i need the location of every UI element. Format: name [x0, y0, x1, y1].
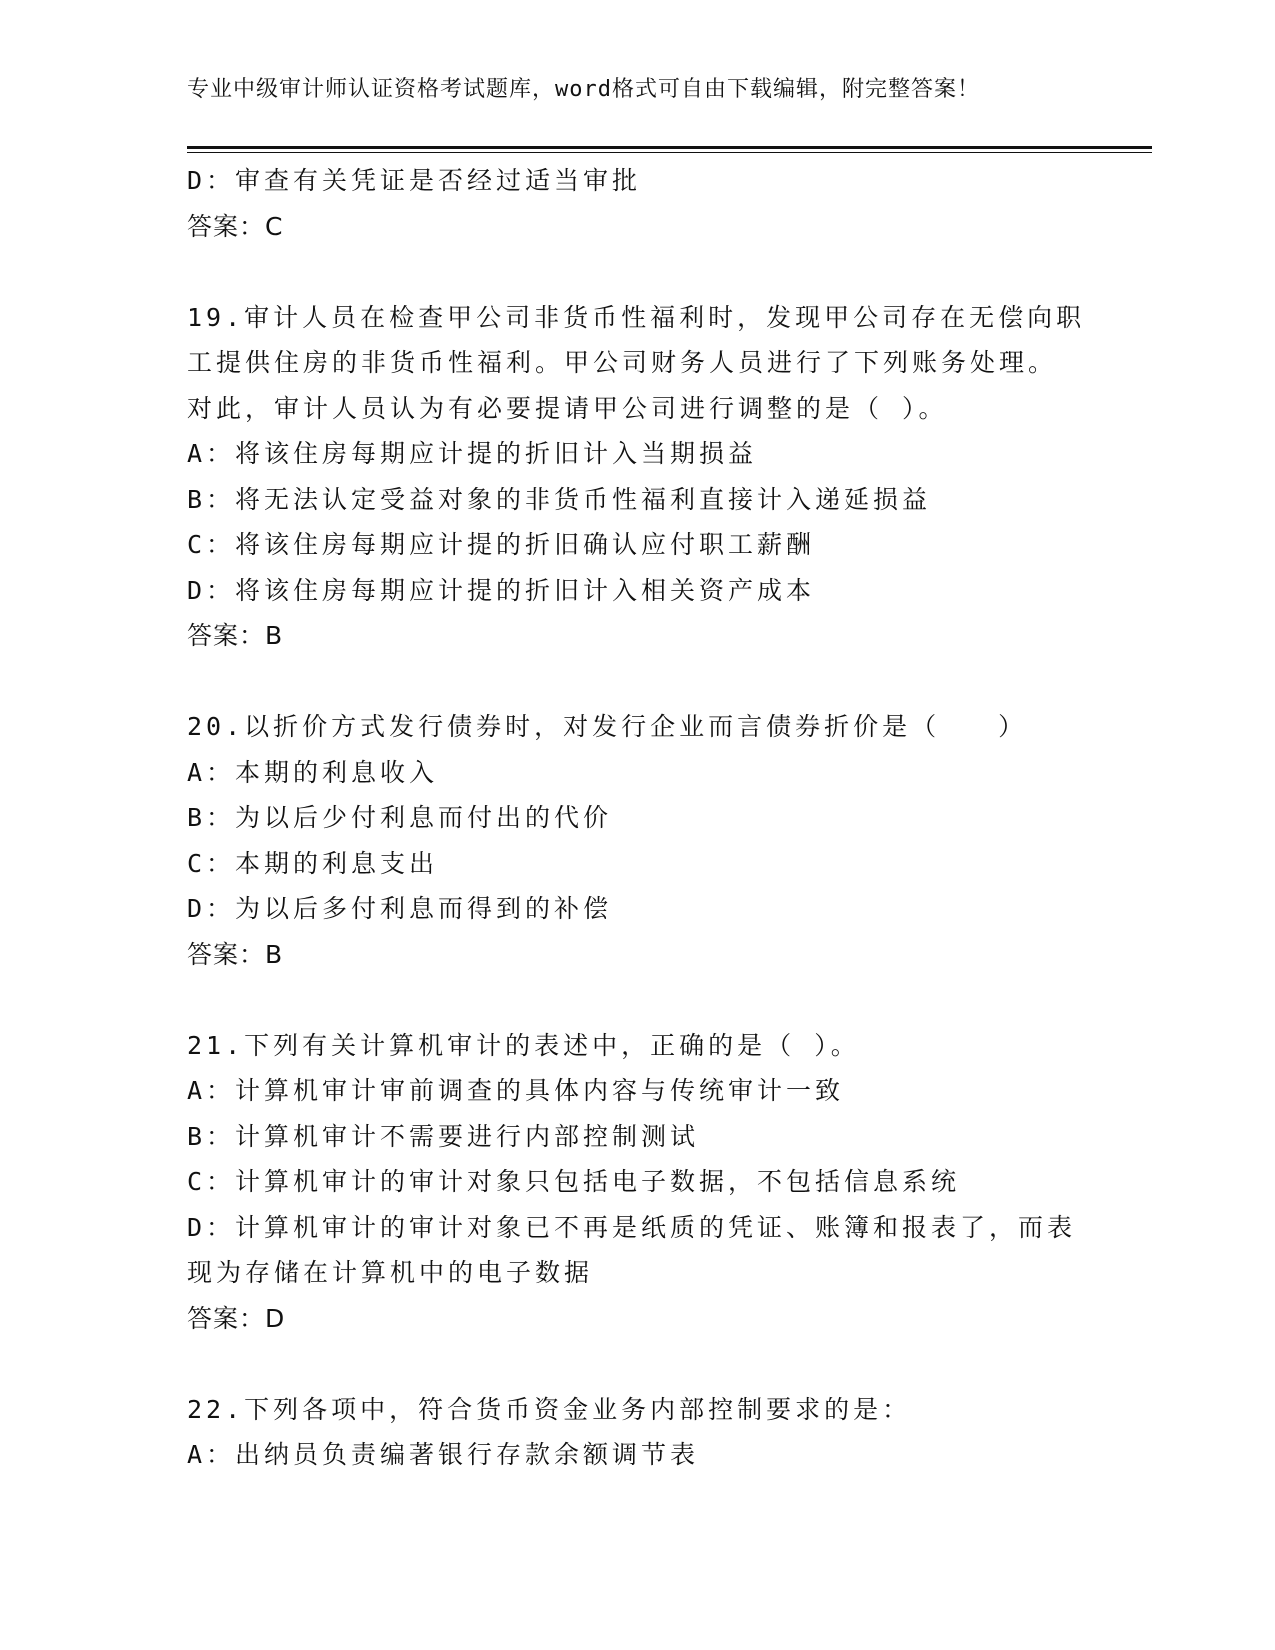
- answer: 答案：D: [187, 1303, 286, 1333]
- question-stem-line: 21.下列有关计算机审计的表述中，正确的是（ ）。: [187, 1030, 860, 1060]
- page-header: 专业中级审计师认证资格考试题库，word格式可自由下载编辑，附完整答案！: [187, 77, 980, 102]
- question-19: [187, 295, 1087, 659]
- question-stem-line: 工提供住房的非货币性福利。甲公司财务人员进行了下列账务处理。: [187, 348, 1058, 377]
- question-18-tail: [187, 158, 1087, 249]
- question-20: [187, 704, 1087, 977]
- answer: 答案：B: [187, 939, 284, 969]
- spacer: [187, 977, 1087, 1023]
- question-stem-line: 22.下列各项中，符合货币资金业务内部控制要求的是：: [187, 1394, 912, 1424]
- header-divider-thick: [187, 146, 1152, 149]
- question-stem-line: 20.以折价方式发行债券时，对发行企业而言债券折价是（ ）: [187, 712, 1028, 741]
- option-c: C：本期的利息支出: [187, 848, 439, 878]
- option-c: C：将该住房每期应计提的折旧确认应付职工薪酬: [187, 530, 816, 559]
- question-stem-line: 19.审计人员在检查甲公司非货币性福利时，发现甲公司存在无偿向职: [187, 302, 1086, 332]
- answer: 答案：C: [187, 211, 284, 241]
- question-stem-line: 对此，审计人员认为有必要提请甲公司进行调整的是（ ）。: [187, 393, 948, 423]
- option-b: B：将无法认定受益对象的非货币性福利直接计入递延损益: [187, 484, 932, 514]
- option-a: A：出纳员负责编著银行存款余额调节表: [187, 1440, 700, 1469]
- answer: 答案：B: [187, 621, 284, 650]
- option-d: D：审查有关凭证是否经过适当审批: [187, 166, 642, 195]
- option-d: D：为以后多付利息而得到的补偿: [187, 894, 613, 923]
- option-d-continued: 现为存储在计算机中的电子数据: [187, 1258, 594, 1287]
- question-21: [187, 1023, 1087, 1342]
- spacer: [187, 249, 1087, 295]
- option-b: B：计算机审计不需要进行内部控制测试: [187, 1121, 700, 1151]
- spacer: [187, 659, 1087, 705]
- option-a: A：将该住房每期应计提的折旧计入当期损益: [187, 439, 758, 468]
- option-b: B：为以后少付利息而付出的代价: [187, 803, 613, 832]
- option-a: A：计算机审计审前调查的具体内容与传统审计一致: [187, 1076, 845, 1105]
- option-d: D：将该住房每期应计提的折旧计入相关资产成本: [187, 575, 816, 605]
- option-d: D：计算机审计的审计对象已不再是纸质的凭证、账簿和报表了，而表: [187, 1212, 1077, 1242]
- option-c: C：计算机审计的审计对象只包括电子数据，不包括信息系统: [187, 1167, 961, 1196]
- option-a: A：本期的利息收入: [187, 757, 439, 787]
- header-divider-thin: [187, 152, 1152, 153]
- document-body: [187, 158, 1087, 1478]
- question-22: [187, 1387, 1087, 1478]
- spacer: [187, 1341, 1087, 1387]
